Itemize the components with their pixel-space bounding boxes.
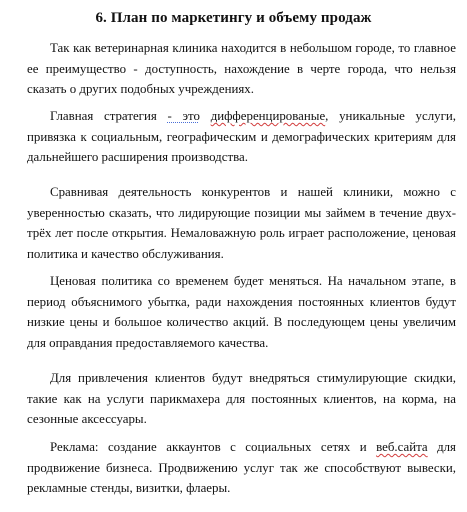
paragraph-competitors: Сравнивая деятельность конкурентов и нашей клиники, можно с уверенностью сказать, что лидирующие позиции мы займем в течение двух-трёх лет после открытия. Немаловажную роль играет расположение, ценовая политика и качество обслуживания. bbox=[27, 185, 456, 261]
advertising-text-start: Реклама: создание аккаунтов с социальных сетях и bbox=[50, 440, 377, 454]
paragraph-pricing: Ценовая политика со временем будет меняться. На начальном этапе, в период объяснимого убытка, ради нахождения постоянных клиентов будут низкие цены и большое количество акций. В последующем цены увеличим для оправдания предоставляемого качества. bbox=[27, 274, 456, 350]
paragraph-advertising bbox=[27, 437, 456, 499]
paragraph-strategy bbox=[27, 106, 456, 168]
advertising-text-end: для продвижение бизнеса. Продвижению услуг так же способствуют вывески, рекламные стенды, визитки, флаеры. bbox=[27, 440, 456, 495]
paragraph-discounts: Для привлечения клиентов будут внедряться стимулирующие скидки, такие как на услуги парикмахера для постоянных клиентов, на корма, на сезонные аксессуары. bbox=[27, 371, 456, 426]
section-heading: 6. План по маркетингу и объему продаж bbox=[95, 10, 372, 26]
strategy-text-end: , уникальные услуги, привязка к социальным, географическим и демографических критериям для дальнейшего расширения производства. bbox=[27, 109, 456, 164]
strategy-space bbox=[200, 109, 211, 123]
grammar-marked-text: - это bbox=[167, 109, 200, 123]
strategy-text-start: Главная стратегия bbox=[50, 109, 168, 123]
spelling-marked-word: веб.сайта bbox=[376, 440, 428, 454]
paragraph-location: Так как ветеринарная клиника находится в небольшом городе, то главное ее преимущество - доступность, нахождение в черте города, что нельзя сказать о других подобных учреждениях. bbox=[27, 41, 456, 96]
spelling-marked-word: дифференцированые bbox=[210, 109, 326, 123]
